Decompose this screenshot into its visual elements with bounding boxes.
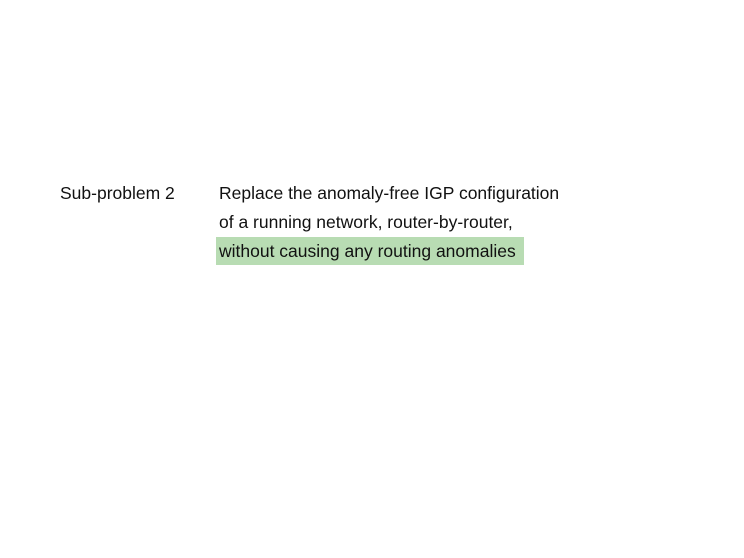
subproblem-description [219,179,559,266]
description-line-2: of a running network, router-by-router, [219,212,513,232]
subproblem-label: Sub-problem 2 [60,183,175,203]
slide-content-row [60,179,559,266]
highlighted-text: without causing any routing anomalies [216,237,524,265]
description-line-3 [219,237,559,266]
description-line-1: Replace the anomaly-free IGP configuration [219,183,560,203]
